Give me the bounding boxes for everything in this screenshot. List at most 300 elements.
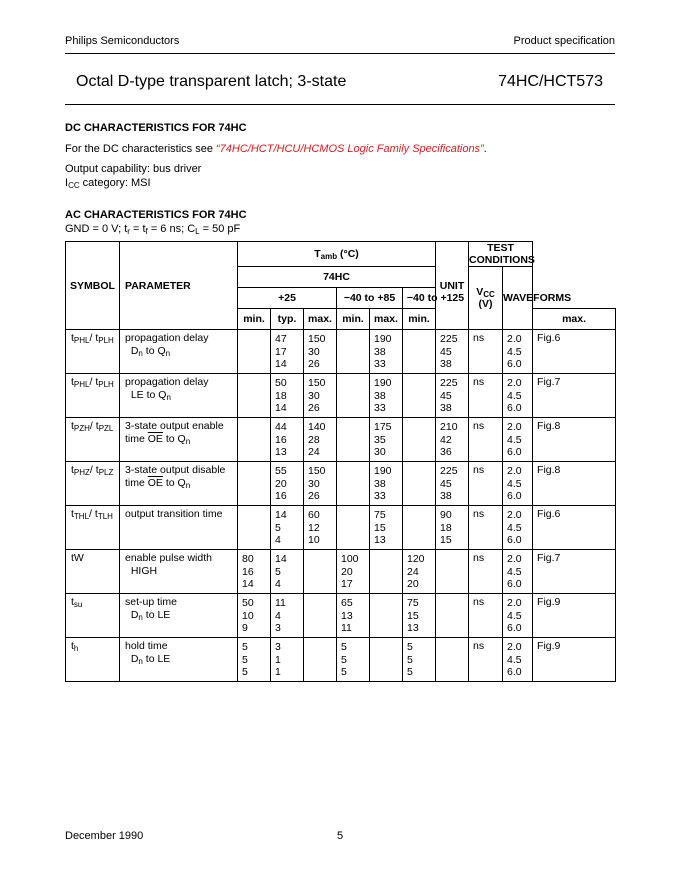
- value: 30: [308, 477, 320, 490]
- icc-category: [65, 177, 151, 189]
- value: 24: [308, 446, 320, 458]
- value-cell: [403, 374, 436, 418]
- value: 18: [275, 389, 287, 402]
- value: [242, 522, 270, 535]
- waveform-link[interactable]: Fig.6: [533, 506, 616, 550]
- symbol-cell: [66, 462, 120, 506]
- value-cell: [436, 638, 469, 682]
- value: [341, 446, 369, 459]
- parameter-cell: [120, 418, 238, 462]
- value-cell: [238, 418, 271, 462]
- value: [440, 610, 468, 623]
- parameter-text: to LE: [142, 609, 171, 621]
- value-lines: [403, 418, 435, 459]
- value: 14: [242, 578, 254, 590]
- page-title: Octal D-type transparent latch; 3-state: [76, 73, 347, 90]
- value: [242, 333, 270, 346]
- symbol-sep: /: [89, 332, 96, 344]
- value: [308, 566, 336, 579]
- value-lines: [403, 330, 435, 371]
- value: [374, 566, 402, 579]
- col-range-85: −40 to +85: [337, 288, 403, 309]
- value-cell: [238, 638, 271, 682]
- value-lines: [238, 594, 270, 635]
- value-lines: [436, 462, 468, 503]
- value: 210: [440, 421, 458, 433]
- value: 3: [275, 622, 281, 634]
- value: 33: [374, 358, 386, 370]
- parameter-line: propagation delay: [125, 332, 209, 344]
- value: 150: [308, 465, 326, 477]
- value: [242, 490, 270, 503]
- vcc-cell: [503, 462, 533, 506]
- value-cell: [304, 506, 337, 550]
- value: 4: [275, 534, 281, 546]
- value: [374, 597, 402, 610]
- value-lines: [337, 550, 369, 591]
- value-cell: [271, 638, 304, 682]
- symbol-sub: PLH: [98, 336, 114, 345]
- value-lines: [436, 330, 468, 371]
- value: 5: [407, 641, 413, 653]
- value-cell: [238, 550, 271, 594]
- icc-sub: CC: [68, 181, 80, 190]
- cond-part: GND = 0 V; t: [65, 223, 128, 235]
- value: [374, 553, 402, 566]
- value: 10: [308, 534, 320, 546]
- symbol-sub: PLZ: [98, 468, 114, 477]
- value: 14: [275, 553, 287, 565]
- dc-intro-text: For the DC characteristics see: [65, 143, 216, 155]
- value-lines: [370, 594, 402, 635]
- parameter-cell: [120, 550, 238, 594]
- value: [407, 358, 435, 371]
- symbol-part: t: [95, 332, 99, 344]
- value: [407, 390, 435, 403]
- table-row: [66, 374, 616, 418]
- value: 100: [341, 553, 359, 565]
- value: 24: [407, 565, 419, 578]
- value-lines: [304, 550, 336, 591]
- value: [341, 402, 369, 415]
- value: 30: [308, 389, 320, 402]
- value: 10: [242, 609, 254, 622]
- value: [374, 610, 402, 623]
- vcc-cell: [503, 638, 533, 682]
- value: 16: [242, 565, 254, 578]
- value-lines: [271, 550, 303, 591]
- col-max: max.: [370, 309, 403, 330]
- value: 20: [341, 565, 353, 578]
- value: [407, 333, 435, 346]
- value: 26: [308, 490, 320, 502]
- value: [308, 597, 336, 610]
- value-lines: [436, 594, 468, 635]
- symbol-part: t: [71, 508, 74, 520]
- value: [407, 402, 435, 415]
- value: [341, 465, 369, 478]
- parameter-cell: [120, 462, 238, 506]
- value-lines: [238, 462, 270, 503]
- parameter-line: propagation delay: [125, 376, 209, 388]
- value-cell: [238, 462, 271, 506]
- table-row: [66, 594, 616, 638]
- table-row: [66, 418, 616, 462]
- parameter-cell: [120, 638, 238, 682]
- value-lines: [304, 330, 336, 371]
- value: 14: [275, 402, 287, 414]
- value: 42: [440, 433, 452, 446]
- value-lines: [304, 638, 336, 679]
- value: [242, 478, 270, 491]
- value: 60: [308, 509, 320, 521]
- parameter-cell: [120, 594, 238, 638]
- value-lines: [238, 418, 270, 459]
- parameter-line: hold time: [125, 640, 168, 652]
- vcc-value: 2.0: [507, 597, 522, 609]
- value: [407, 522, 435, 535]
- value: 225: [440, 377, 458, 389]
- value: [374, 666, 402, 679]
- value: 20: [407, 578, 419, 590]
- waveform-link[interactable]: Fig.6: [533, 330, 616, 374]
- col-test-conditions: TEST CONDITIONS: [469, 242, 535, 266]
- value-cell: [337, 462, 370, 506]
- value: 3: [275, 641, 281, 653]
- value-cell: [304, 550, 337, 594]
- col-max: max.: [533, 309, 616, 330]
- value-lines: [337, 594, 369, 635]
- value: 80: [242, 553, 254, 565]
- parameter-line: [125, 565, 237, 578]
- value: [407, 534, 435, 547]
- value: 5: [341, 641, 347, 653]
- value: [440, 566, 468, 579]
- dc-intro-end: .: [483, 143, 487, 155]
- value: 5: [407, 666, 413, 678]
- value: 75: [374, 509, 386, 521]
- vcc-cell: [503, 594, 533, 638]
- unit-cell: ns: [469, 506, 503, 550]
- parameter-cell: [120, 330, 238, 374]
- value: [242, 390, 270, 403]
- table-row: [66, 506, 616, 550]
- value: [407, 509, 435, 522]
- value-cell: [337, 418, 370, 462]
- value: 13: [275, 446, 287, 458]
- value-lines: [370, 506, 402, 547]
- symbol-part: t: [71, 332, 74, 344]
- value: [341, 377, 369, 390]
- value: 17: [275, 345, 287, 358]
- unit-cell: ns: [469, 638, 503, 682]
- vcc-lines: [503, 330, 532, 371]
- value-lines: [337, 506, 369, 547]
- value: [374, 578, 402, 591]
- value-cell: [370, 374, 403, 418]
- value: 33: [374, 402, 386, 414]
- value-lines: [238, 330, 270, 371]
- value: [440, 666, 468, 679]
- dc-reference-link[interactable]: “74HC/HCT/HCU/HCMOS Logic Family Specifications”: [216, 143, 484, 155]
- value: 190: [374, 465, 392, 477]
- vcc-value: 6.0: [507, 578, 522, 590]
- value-cell: [403, 418, 436, 462]
- value-cell: [370, 550, 403, 594]
- vcc-value: 4.5: [507, 653, 522, 666]
- symbol-cell: [66, 594, 120, 638]
- value-lines: [304, 506, 336, 547]
- value: 38: [440, 402, 452, 414]
- dc-intro: [65, 143, 487, 155]
- dc-heading: DC CHARACTERISTICS FOR 74HC: [65, 122, 247, 134]
- value-cell: [403, 550, 436, 594]
- parameter-text: HIGH: [125, 565, 158, 577]
- value: 35: [374, 433, 386, 446]
- parameter-line: [125, 609, 237, 622]
- value: [242, 509, 270, 522]
- col-range-125: −40 to +125: [403, 288, 469, 309]
- value: [341, 358, 369, 371]
- waveform-link[interactable]: Fig.8: [533, 462, 616, 506]
- symbol-part: t: [95, 376, 99, 388]
- company-name: Philips Semiconductors: [65, 35, 180, 47]
- parameter-sub: n: [138, 613, 143, 622]
- value-cell: [436, 462, 469, 506]
- tamb-unit: (°C): [337, 248, 359, 260]
- value: [407, 377, 435, 390]
- cond-part: = 50 pF: [199, 223, 241, 235]
- value-cell: [403, 594, 436, 638]
- vcc-value: 2.0: [507, 421, 522, 433]
- vcc-value: 4.5: [507, 433, 522, 446]
- value: [440, 578, 468, 591]
- value-cell: [403, 462, 436, 506]
- unit-cell: ns: [469, 462, 503, 506]
- ac-characteristics-table: [65, 241, 616, 682]
- vcc-value: 6.0: [507, 446, 522, 458]
- cond-sub: f: [145, 227, 148, 236]
- value: 4: [275, 578, 281, 590]
- value: 30: [374, 446, 386, 458]
- value-lines: [403, 462, 435, 503]
- value: 44: [275, 421, 287, 433]
- col-range-25: +25: [238, 288, 337, 309]
- parameter-cell: [120, 374, 238, 418]
- value: 20: [275, 477, 287, 490]
- value: 9: [242, 622, 248, 634]
- vcc-value: 2.0: [507, 509, 522, 521]
- vcc-cell: [503, 374, 533, 418]
- col-family: 74HC: [238, 267, 436, 288]
- value-lines: [337, 638, 369, 679]
- symbol-sub: PHL: [73, 380, 90, 389]
- symbol-cell: [66, 506, 120, 550]
- vcc-cell: [503, 418, 533, 462]
- vcc-value: 4.5: [507, 477, 522, 490]
- value: 15: [440, 534, 452, 546]
- value: 5: [341, 666, 347, 678]
- value: 1: [275, 666, 281, 678]
- ac-conditions: [65, 223, 240, 235]
- parameter-line: enable pulse width: [125, 552, 212, 564]
- value-cell: [337, 638, 370, 682]
- symbol-part: t: [71, 420, 74, 432]
- value: 120: [407, 553, 425, 565]
- vcc-lines: [503, 418, 532, 459]
- value-cell: [271, 374, 304, 418]
- value-cell: [337, 506, 370, 550]
- value-lines: [271, 638, 303, 679]
- symbol-cell: [66, 418, 120, 462]
- value-cell: [304, 594, 337, 638]
- vcc-cell: [503, 506, 533, 550]
- table-row: [66, 330, 616, 374]
- doc-type: Product specification: [513, 35, 615, 47]
- value-cell: [304, 330, 337, 374]
- parameter-text: to Q: [162, 433, 186, 445]
- unit-cell: ns: [469, 550, 503, 594]
- value: 13: [341, 609, 353, 622]
- value-lines: [271, 374, 303, 415]
- parameter-line: set-up time: [125, 596, 177, 608]
- value: 14: [275, 509, 287, 521]
- value-lines: [370, 374, 402, 415]
- value-cell: [337, 550, 370, 594]
- value: 38: [440, 358, 452, 370]
- value: [308, 622, 336, 635]
- vcc-value: 4.5: [507, 389, 522, 402]
- value: 4: [275, 609, 281, 622]
- value-lines: [436, 550, 468, 591]
- vcc-lines: [503, 594, 532, 635]
- parameter-sub: n: [185, 481, 191, 490]
- vcc-unit: (V): [478, 298, 493, 310]
- value-lines: [271, 594, 303, 635]
- value: 16: [275, 433, 287, 446]
- footer-date: December 1990: [65, 830, 144, 842]
- symbol-sub: PZL: [98, 424, 114, 433]
- value: 14: [275, 358, 287, 370]
- waveform-link[interactable]: Fig.9: [533, 594, 616, 638]
- value: [341, 534, 369, 547]
- ac-heading: AC CHARACTERISTICS FOR 74HC: [65, 209, 247, 221]
- table-row: [66, 638, 616, 682]
- value-cell: [370, 330, 403, 374]
- value-cell: [271, 506, 304, 550]
- value: 75: [407, 597, 419, 609]
- parameter-line: [125, 345, 237, 358]
- symbol-part: t: [71, 376, 74, 388]
- parameter-line: 3-state output enable: [125, 420, 224, 432]
- value-cell: [370, 462, 403, 506]
- value: 13: [374, 534, 386, 546]
- vcc-value: 6.0: [507, 666, 522, 678]
- symbol-sub: THL: [73, 512, 90, 521]
- symbol-sub: h: [73, 644, 79, 653]
- parameter-line: [125, 477, 237, 490]
- value: [407, 434, 435, 447]
- value-lines: [436, 638, 468, 679]
- vcc-value: 6.0: [507, 490, 522, 502]
- parameter-line: [125, 433, 237, 446]
- value-lines: [271, 330, 303, 371]
- value-lines: [304, 594, 336, 635]
- symbol-sub: PHZ: [73, 468, 90, 477]
- col-unit: UNIT: [436, 242, 469, 330]
- value-cell: [436, 374, 469, 418]
- value: [242, 465, 270, 478]
- value: [308, 578, 336, 591]
- value: 15: [407, 609, 419, 622]
- table-row: [66, 462, 616, 506]
- value: [407, 446, 435, 459]
- cond-sub: r: [127, 227, 130, 236]
- value: 55: [275, 465, 287, 477]
- cond-part: = t: [129, 223, 146, 235]
- value: 47: [275, 333, 287, 345]
- symbol-sub: PHL: [73, 336, 90, 345]
- value: 17: [341, 578, 353, 590]
- waveform-link[interactable]: Fig.7: [533, 374, 616, 418]
- title-rule: [65, 104, 615, 105]
- parameter-sub: n: [185, 437, 191, 446]
- vcc-cell: [503, 330, 533, 374]
- waveform-link[interactable]: Fig.7: [533, 550, 616, 594]
- value-lines: [238, 550, 270, 591]
- value-lines: [337, 374, 369, 415]
- value-cell: [370, 418, 403, 462]
- value-cell: [436, 330, 469, 374]
- parameter-text: D: [125, 609, 139, 621]
- value-lines: [271, 462, 303, 503]
- value: 38: [440, 490, 452, 502]
- parameter-line: 3-state output disable: [125, 464, 226, 476]
- value: [341, 522, 369, 535]
- value-cell: [370, 638, 403, 682]
- value-cell: [403, 506, 436, 550]
- symbol-cell: [66, 330, 120, 374]
- value-lines: [238, 374, 270, 415]
- value-lines: [238, 638, 270, 679]
- value: 45: [440, 389, 452, 402]
- value-lines: [337, 418, 369, 459]
- value-lines: [304, 462, 336, 503]
- symbol-sub: TLH: [97, 512, 113, 521]
- value-cell: [337, 374, 370, 418]
- value: 38: [374, 477, 386, 490]
- vcc-v: V: [476, 286, 484, 298]
- vcc-value: 6.0: [507, 402, 522, 414]
- value: 1: [275, 653, 281, 666]
- value-lines: [304, 418, 336, 459]
- symbol-part: t: [94, 508, 98, 520]
- value: [242, 346, 270, 359]
- waveform-link[interactable]: Fig.8: [533, 418, 616, 462]
- value: 5: [341, 653, 347, 666]
- vcc-value: 6.0: [507, 358, 522, 370]
- parameter-overline: $\overline{OE}$: [147, 433, 163, 445]
- waveform-link[interactable]: Fig.9: [533, 638, 616, 682]
- value: 50: [275, 377, 287, 389]
- value-lines: [370, 550, 402, 591]
- vcc-lines: [503, 550, 532, 591]
- col-tamb: [238, 242, 436, 267]
- value: [341, 434, 369, 447]
- col-vcc: [469, 267, 503, 330]
- value-lines: [271, 418, 303, 459]
- value: [440, 553, 468, 566]
